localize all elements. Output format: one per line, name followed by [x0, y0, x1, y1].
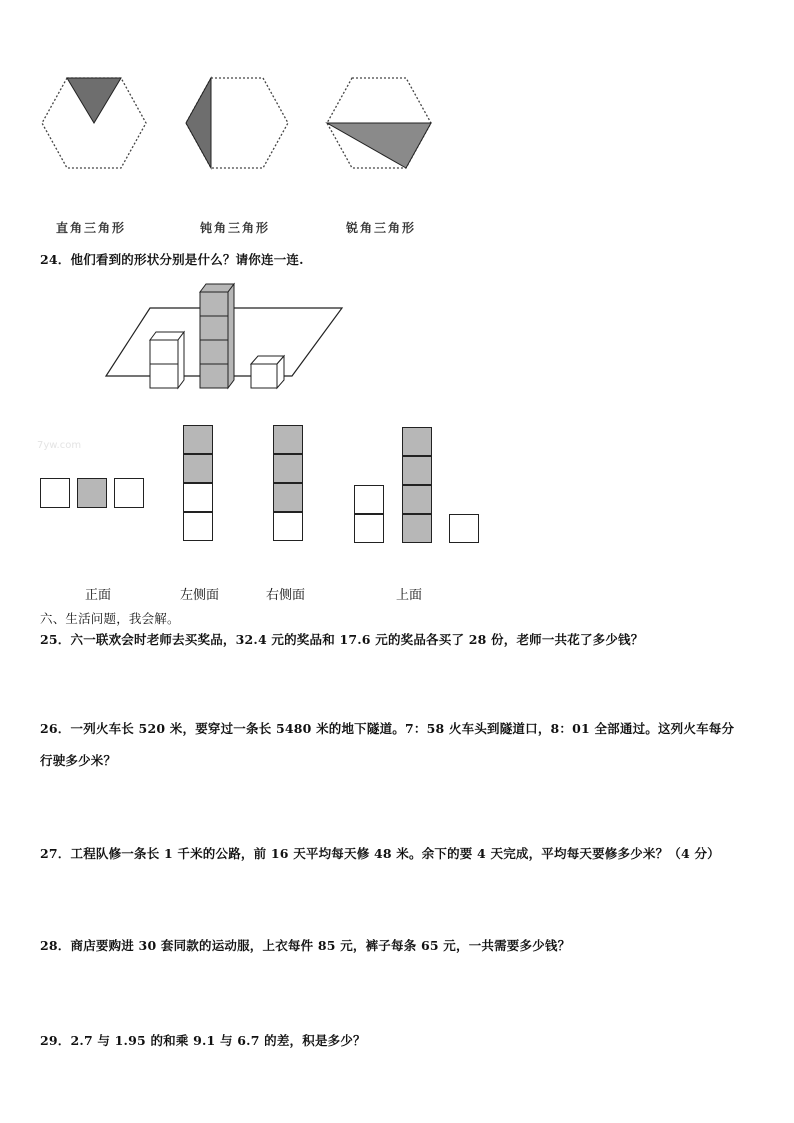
hexagon-right-triangle: [40, 76, 148, 170]
view-square-gray: [77, 478, 107, 508]
question-29: 29．2.7 与 1.95 的和乘 9.1 与 6.7 的差，积是多少？: [40, 1033, 366, 1048]
view-square: [273, 512, 303, 541]
label-left-view: 左侧面: [180, 588, 220, 603]
question-25: 25．六一联欢会时老师去买奖品，32.4 元的奖品和 17.6 元的奖品各买了 28 份，老师一共花了多少钱？: [40, 632, 644, 647]
cube-arrangement-figure: [100, 280, 350, 380]
hexagon-obtuse-triangle: [184, 76, 290, 170]
view-square-gray: [402, 485, 432, 514]
label-right-view: 右侧面: [266, 588, 306, 603]
watermark: 7yw.com: [37, 440, 82, 451]
view-square-gray: [273, 454, 303, 483]
view-square: [183, 483, 213, 512]
view-square: [183, 512, 213, 541]
view-square: [354, 485, 384, 514]
label-right-triangle: 直角三角形: [56, 221, 127, 235]
label-front-view: 正面: [85, 588, 112, 603]
view-square-gray: [273, 483, 303, 512]
question-26-line2: 行驶多少米？: [40, 753, 117, 768]
view-square-gray: [183, 425, 213, 454]
question-27: 27．工程队修一条长 1 千米的公路，前 16 天平均每天修 48 米。余下的要 4 天完成，平均每天要修多少米？（4 分）: [40, 846, 720, 861]
view-square: [354, 514, 384, 543]
hexagon-acute-triangle: [325, 76, 433, 170]
view-square-gray: [183, 454, 213, 483]
view-square: [449, 514, 479, 543]
question-24: 24．他们看到的形状分别是什么？请你连一连.: [40, 252, 304, 267]
view-square-gray: [273, 425, 303, 454]
label-top-view: 上面: [396, 588, 423, 603]
view-square-gray: [402, 514, 432, 543]
label-acute-triangle: 锐角三角形: [346, 221, 417, 235]
question-26-line1: 26．一列火车长 520 米，要穿过一条长 5480 米的地下隧道。7：58 火车头到隧道口，8：01 全部通过。这列火车每分: [40, 721, 735, 736]
view-square: [114, 478, 144, 508]
label-obtuse-triangle: 钝角三角形: [200, 221, 271, 235]
question-28: 28．商店要购进 30 套同款的运动服，上衣每件 85 元，裤子每条 65 元，一共需要多少钱？: [40, 938, 571, 953]
view-square: [40, 478, 70, 508]
section-6-title: 六、生活问题，我会解。: [40, 611, 180, 626]
view-square-gray: [402, 456, 432, 485]
view-square-gray: [402, 427, 432, 456]
